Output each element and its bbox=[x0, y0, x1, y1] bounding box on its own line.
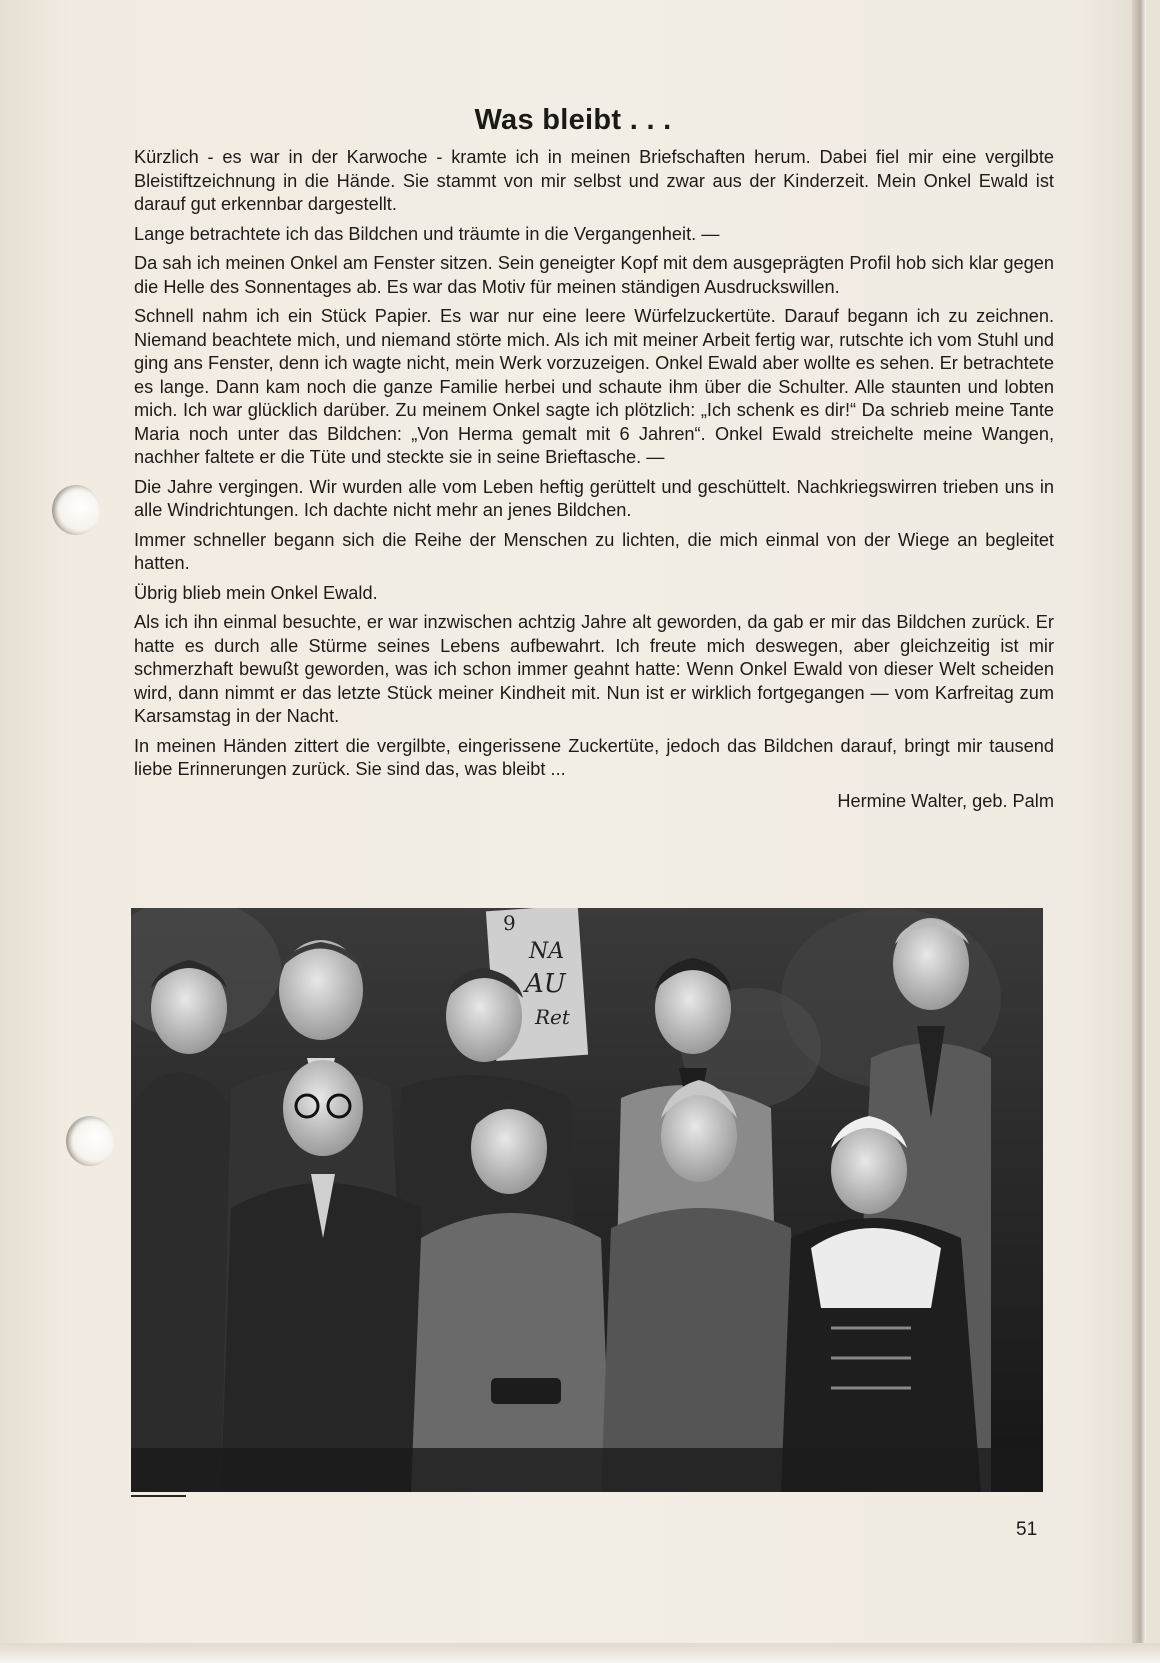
author-signature: Hermine Walter, geb. Palm bbox=[837, 790, 1054, 811]
paragraph: Die Jahre vergingen. Wir wurden alle vom Leben heftig gerüttelt und geschüttelt. Nachkriegswirren trieben uns in alle Windrichtungen. Ich dachte nicht mehr an jenes Bildchen. bbox=[134, 476, 1054, 520]
page-edge-shadow bbox=[1132, 0, 1146, 1663]
article-title: Was bleibt . . . bbox=[474, 104, 672, 136]
paragraph: Schnell nahm ich ein Stück Papier. Es war nur eine leere Würfelzuckertüte. Darauf begann ich zu zeichnen. Niemand beachtete mich, und niemand störte mich. Als ich mit meiner Arbeit fertig war, rutschte ich vom Stuhl und ging ans Fenster, denn ich wagte nicht, mein Werk vorzuzeigen. Onkel Ewald aber wollte es sehen. Er betrachtete es lange. Dann kam noch die ganze Familie herbei und schaute ihm über die Schulter. Alle staunten und lobten mich. Ich war glücklich darüber. Zu meinem Onkel sagte ich plötzlich: „Ich schenk es dir!“ Da schrieb meine Tante Maria noch unter das Bildchen: „Von Herma gemalt mit 6 Jahren“. Onkel Ewald streichelte meine Wangen, nachher faltete er die Tüte und steckte sie in seine Brieftasche. — bbox=[134, 306, 1054, 467]
paragraph: Lange betrachtete ich das Bildchen und träumte in die Vergangenheit. — bbox=[134, 223, 720, 244]
bottom-strip bbox=[0, 1643, 1160, 1663]
paragraph: Da sah ich meinen Onkel am Fenster sitzen. Sein geneigter Kopf mit dem ausgeprägten Profil hob sich klar gegen die Helle des Sonnentages ab. Es war das Motiv für meinen ständigen Ausdruckswillen. bbox=[134, 253, 1054, 297]
sign-text: AU bbox=[525, 969, 566, 999]
paragraph: Übrig blieb mein Onkel Ewald. bbox=[134, 582, 378, 603]
sign-text: NA bbox=[529, 939, 565, 964]
paragraph: Immer schneller begann sich die Reihe der Menschen zu lichten, die mich einmal von der Wiege an begleitet hatten. bbox=[134, 529, 1054, 573]
paragraph: Als ich ihn einmal besuchte, er war inzwischen achtzig Jahre alt geworden, da gab er mir das Bildchen zurück. Er hatte es durch alle Stürme seines Lebens aufbewahrt. Ich freute mich deswegen, aber gleichzeitig ist mir schmerzhaft bewußt geworden, was ich schon immer geahnt hatte: Wenn Onkel Ewald von dieser Welt scheiden wird, dann nimmt er das letzte Stück meiner Kindheit mit. Nun ist er wirklich fortgegangen — vom Karfreitag zum Karsamstag in der Nacht. bbox=[134, 612, 1054, 726]
photo-underline bbox=[131, 1495, 186, 1497]
article-body bbox=[134, 146, 1054, 819]
paragraph: In meinen Händen zittert die vergilbte, eingerissene Zuckertüte, jedoch das Bildchen darauf, bringt mir tausend liebe Erinnerungen zurück. Sie sind das, was bleibt ... bbox=[134, 735, 1054, 779]
sign-text: 9 bbox=[503, 911, 516, 935]
sign-text: Ret bbox=[535, 1005, 570, 1029]
group-photo-illustration bbox=[131, 908, 1043, 1492]
paragraph: Kürzlich - es war in der Karwoche - kramte ich in meinen Briefschaften herum. Dabei fiel mir eine vergilbte Bleistiftzeichnung in die Hände. Sie stammt von mir selbst und zwar aus der Kinderzeit. Mein Onkel Ewald ist darauf gut erkennbar dargestellt. bbox=[134, 147, 1054, 214]
punch-hole-upper bbox=[52, 485, 100, 535]
group-photograph bbox=[131, 908, 1043, 1492]
page-number: 51 bbox=[1016, 1519, 1038, 1540]
punch-hole-lower bbox=[66, 1116, 114, 1166]
